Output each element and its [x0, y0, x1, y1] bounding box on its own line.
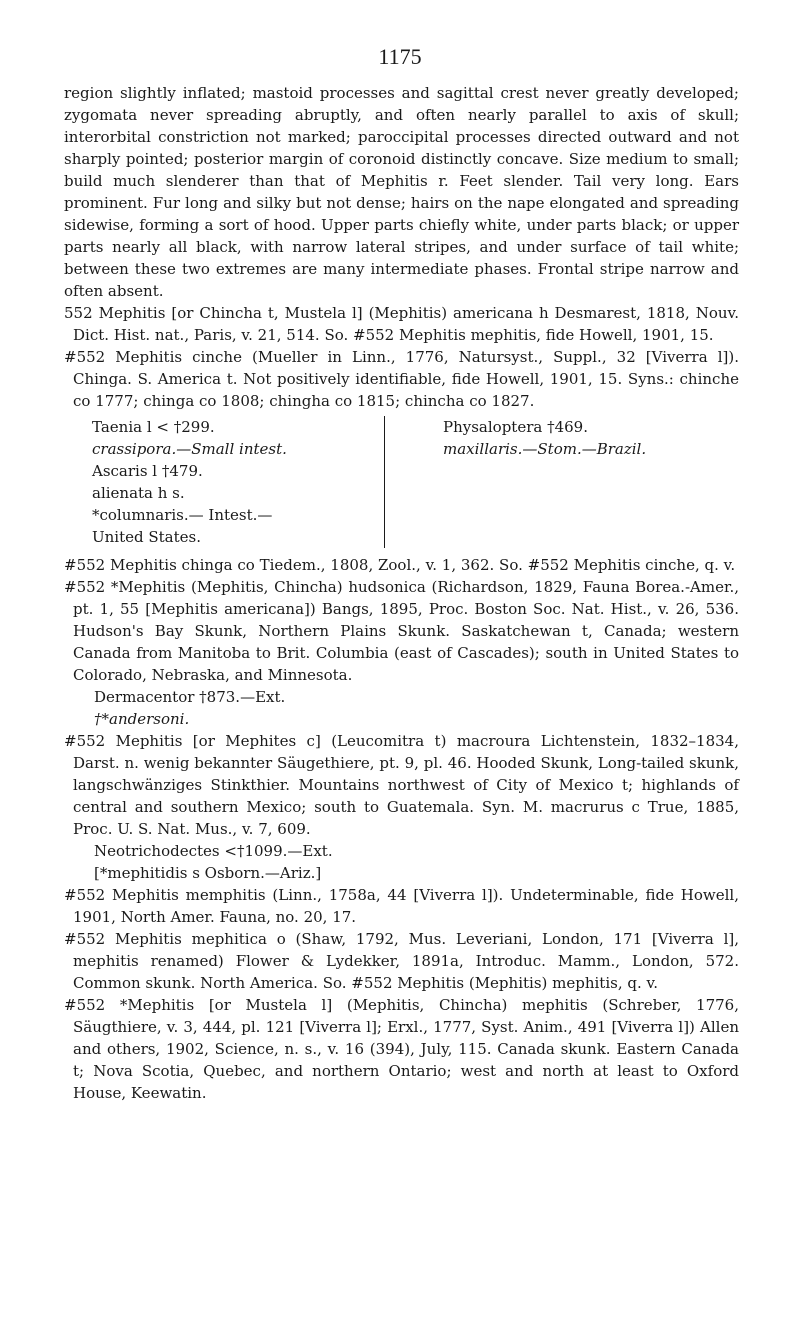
- paragraph: #552 *Mephitis [or Mustela l] (Mephitis, Chincha) mephitis (Schreber, 1776, Säugthiere, v. 3, 444, pl. 121 [Viverra l]; Erxl., 1777, Syst. Anim., 491 [Viverra l]) Allen and others, 1902, Science, n. s., v. 16 (394), July, 115. Canada skunk. Eastern Canada t; Nova Scotia, Quebec, and northern Ontario; west and north at least to Oxford House, Keewatin.: [64, 996, 739, 1102]
- page-body: [64, 82, 739, 1104]
- parasite-line: †*andersoni.: [94, 710, 190, 728]
- paragraph: 552 Mephitis [or Chincha t, Mustela l] (Mephitis) americana h Desmarest, 1818, Nouv. Dict. Hist. nat., Paris, v. 21, 514. So. #552 Mephitis mephitis, fide Howell, 1901, 15.: [64, 304, 739, 344]
- parasite-line: alienata h s.: [92, 484, 185, 502]
- parasite-line: Dermacentor †873.—Ext.: [94, 688, 286, 706]
- parasite-line: Physaloptera †469.: [443, 418, 588, 436]
- parasite-column-left: [92, 416, 385, 548]
- paragraph: #552 Mephitis chinga co Tiedem., 1808, Zool., v. 1, 362. So. #552 Mephitis cinche, q. v.: [64, 556, 736, 574]
- paragraph: #552 Mephitis cinche (Mueller in Linn., 1776, Natursyst., Suppl., 32 [Viverra l]). Chinga. S. America t. Not positively identifiable, fide Howell, 1901, 15. Syns.: chinche co 1777; chinga co 1808; chingha co 1815; chincha co 1827.: [64, 348, 739, 410]
- parasite-line: [*mephitidis s Osborn.—Ariz.]: [94, 864, 322, 882]
- paragraph: region slightly inflated; mastoid processes and sagittal crest never greatly developed; zygomata never spreading abruptly, and often nearly parallel to axis of skull; interorbital constriction not marked; paroccipital processes directed outward and not sharply pointed; posterior margin of coronoid distinctly concave. Size medium to small; build much slenderer than that of Mephitis r. Feet slender. Tail very long. Ears prominent. Fur long and silky but not dense; hairs on the nape elongated and spreading sidewise, forming a sort of hood. Upper parts chiefly white, under parts black; or upper parts nearly all black, with narrow lateral stripes, and under surface of tail white; between these two extremes are many intermediate phases. Frontal stripe narrow and often absent.: [64, 84, 739, 300]
- paragraph: #552 Mephitis mephitica o (Shaw, 1792, Mus. Leveriani, London, 171 [Viverra l], mephitis renamed) Flower & Lydekker, 1891a, Introduc. Mamm., London, 572. Common skunk. North America. So. #552 Mephitis (Mephitis) mephitis, q. v.: [64, 930, 739, 992]
- parasite-line: United States.: [92, 528, 201, 546]
- paragraph: #552 Mephitis [or Mephites c] (Leucomitra t) macroura Lichtenstein, 1832–1834, Darst. n. wenig bekannter Säugethiere, pt. 9, pl. 46. Hooded Skunk, Long-tailed skunk, langschwänziges Stinkthier. Mountains northwest of City of Mexico t; highlands of central and southern Mexico; south to Guatemala. Syn. M. macrurus c True, 1885, Proc. U. S. Nat. Mus., v. 7, 609.: [64, 732, 739, 838]
- parasite-column-right: [385, 416, 646, 548]
- parasite-line: maxillaris.—Stom.—Brazil.: [443, 440, 647, 458]
- paragraph: #552 *Mephitis (Mephitis, Chincha) hudsonica (Richardson, 1829, Fauna Borea.-Amer., pt. 1, 55 [Mephitis americana]) Bangs, 1895, Proc. Boston Soc. Nat. Hist., v. 26, 536. Hudson's Bay Skunk, Northern Plains Skunk. Saskatchewan t, Canada; western Canada from Manitoba to Brit. Columbia (east of Cascades); south in United States to Colorado, Nebraska, and Minnesota.: [64, 578, 739, 684]
- parasite-line: *columnaris.— Intest.—: [92, 506, 273, 524]
- parasite-line: Taenia l < †299.: [92, 418, 215, 436]
- parasite-line: Ascaris l †479.: [92, 462, 203, 480]
- parasite-line: crassipora.—Small intest.: [92, 440, 287, 458]
- page-number: 1175: [378, 44, 422, 69]
- parasite-line: Neotrichodectes <†1099.—Ext.: [94, 842, 333, 860]
- paragraph: #552 Mephitis memphitis (Linn., 1758a, 44 [Viverra l]). Undeterminable, fide Howell, 1901, North Amer. Fauna, no. 20, 17.: [64, 886, 739, 926]
- parasite-columns: [92, 416, 739, 548]
